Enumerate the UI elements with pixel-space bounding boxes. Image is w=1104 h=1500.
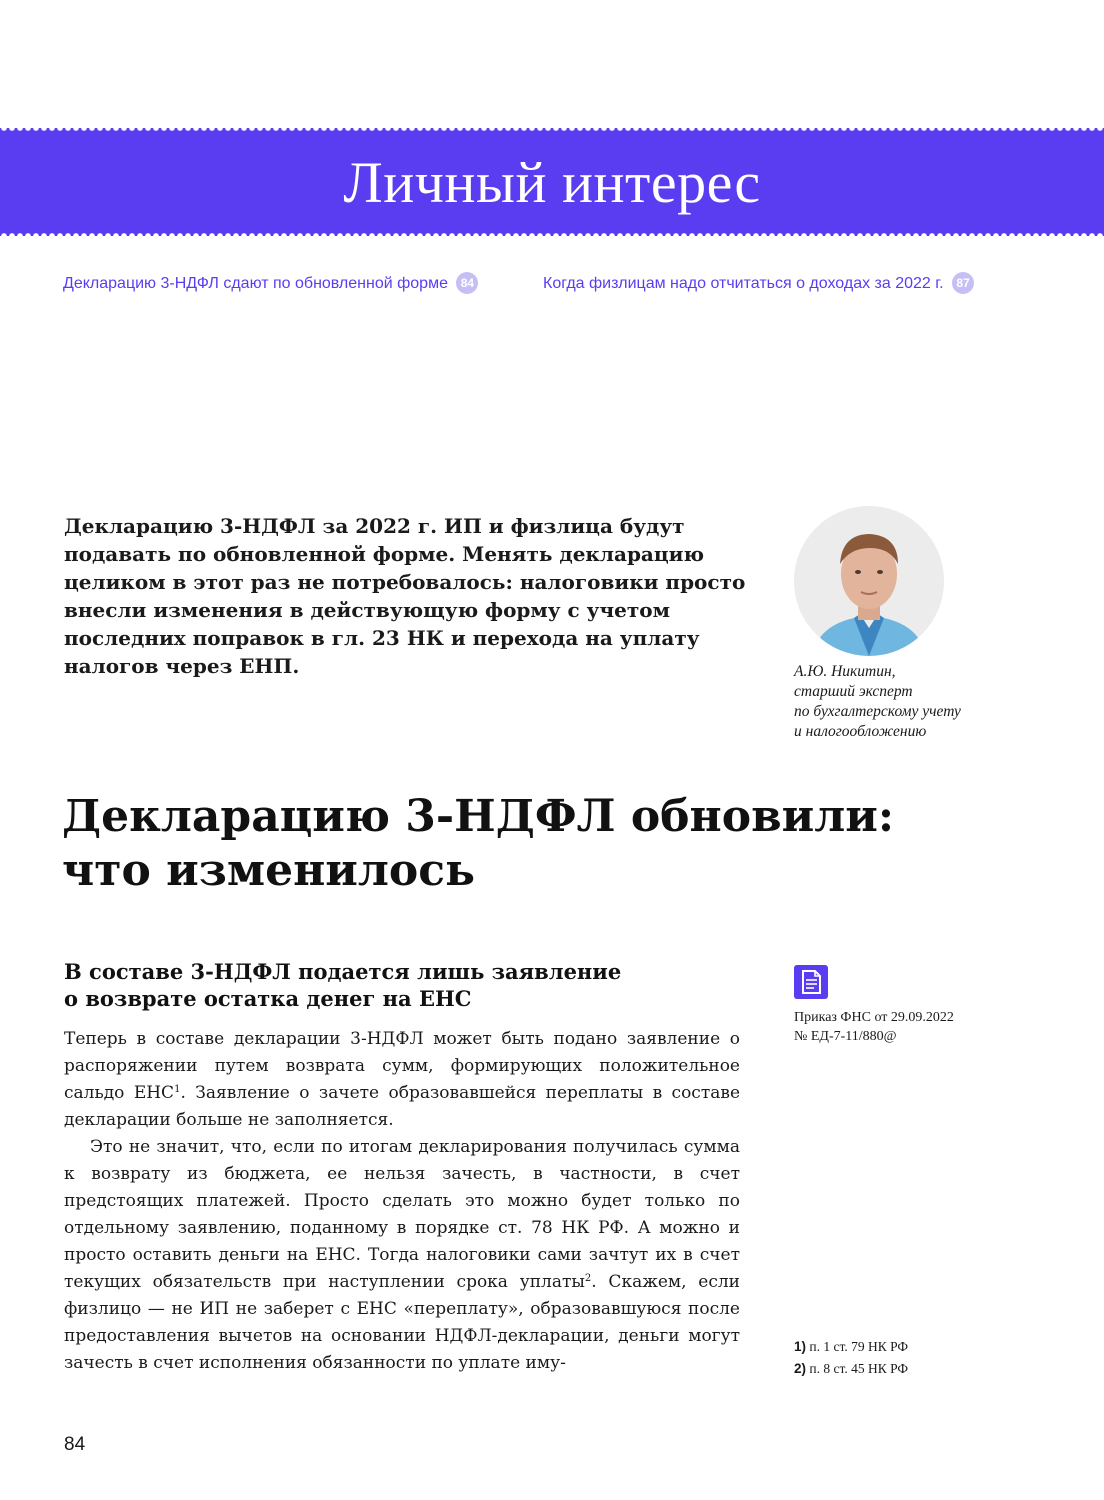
teaser-link-1[interactable] bbox=[63, 272, 478, 296]
teaser-text: Когда физлицам надо отчитаться о доходах за 2022 г. bbox=[543, 275, 944, 292]
footnote-number: 1) bbox=[794, 1339, 807, 1354]
lead-paragraph: Декларацию 3-НДФЛ за 2022 г. ИП и физлица будут подавать по обновленной форме. Менять декларацию целиком в этот раз не потребовалось: налоговики просто внесли изменения в действующую форму с учетом последних поправок в гл. 23 НК и перехода на уплату налогов через ЕНП. bbox=[64, 514, 746, 678]
section-title: Личный интерес bbox=[343, 150, 761, 215]
document-icon bbox=[794, 965, 828, 999]
banner-bottom-edge bbox=[0, 233, 1104, 239]
page-number: 84 bbox=[64, 1434, 86, 1455]
author-title: и налогообложению bbox=[794, 723, 927, 740]
section-subheading bbox=[64, 958, 764, 1012]
body-text: Это не значит, что, если по итогам декларирования получилась сумма к возврату из бюджета, ее нельзя зачесть, в частности, в счет предстоящих платежей. Просто сделать это можно будет только по отдельному заявлению, поданному в порядке ст. 78 НК РФ. А можно и просто оставить деньги на ЕНС. Тогда налоговики сами зачтут их в счет текущих обязательств при наступлении срока уплаты bbox=[64, 1137, 740, 1292]
headline-line: что изменилось bbox=[62, 845, 475, 896]
reference-line: № ЕД-7-11/880@ bbox=[794, 1029, 897, 1044]
author-title: по бухгалтерскому учету bbox=[794, 703, 961, 720]
footnote-text: п. 1 ст. 79 НК РФ bbox=[809, 1339, 909, 1354]
banner-top-edge bbox=[0, 125, 1104, 131]
footnote-ref: 2 bbox=[584, 1273, 592, 1284]
author-photo bbox=[794, 506, 944, 656]
body-paragraph bbox=[64, 1026, 740, 1134]
author-name: А.Ю. Никитин, bbox=[794, 663, 896, 680]
footnote bbox=[794, 1358, 1034, 1380]
headline-line: Декларацию 3-НДФЛ обновили: bbox=[62, 791, 895, 842]
subheading-line: В составе 3-НДФЛ подается лишь заявление bbox=[64, 959, 622, 984]
body-paragraph bbox=[64, 1134, 740, 1377]
subheading-line: о возврате остатка денег на ЕНС bbox=[64, 986, 472, 1011]
footnote bbox=[794, 1336, 1034, 1358]
teaser-page-badge: 87 bbox=[952, 272, 974, 294]
teaser-link-2[interactable] bbox=[543, 272, 974, 296]
footnote-text: п. 8 ст. 45 НК РФ bbox=[809, 1361, 909, 1376]
article-headline bbox=[62, 790, 1022, 898]
reference-line: Приказ ФНС от 29.09.2022 bbox=[794, 1010, 954, 1025]
author-portrait-icon bbox=[794, 506, 944, 656]
teaser-page-badge: 84 bbox=[456, 272, 478, 294]
author-caption bbox=[794, 662, 1034, 742]
article-body bbox=[64, 1026, 740, 1377]
footnote-number: 2) bbox=[794, 1361, 807, 1376]
body-text: . Заявление о зачете образовавшейся переплаты в составе декларации больше не заполняется. bbox=[64, 1083, 741, 1130]
body-text: . Скажем, если физлицо — не ИП не заберет с ЕНС «переплату», образовавшуюся после предоставления вычетов на основании НДФЛ-декларации, деньги могут зачесть в счет исполнения обязанности по уплате иму- bbox=[64, 1272, 740, 1373]
author-title: старший эксперт bbox=[794, 683, 913, 700]
footnotes bbox=[794, 1336, 1034, 1380]
teaser-text: Декларацию 3-НДФЛ сдают по обновленной форме bbox=[63, 275, 448, 292]
body-text: Теперь в составе декларации 3-НДФЛ может быть подано заявление о распоряжении путем возврата сумм, формирующих положительное сальдо ЕНС bbox=[64, 1029, 740, 1103]
footnote-ref: 1 bbox=[174, 1084, 181, 1095]
legal-reference bbox=[794, 1008, 1034, 1046]
